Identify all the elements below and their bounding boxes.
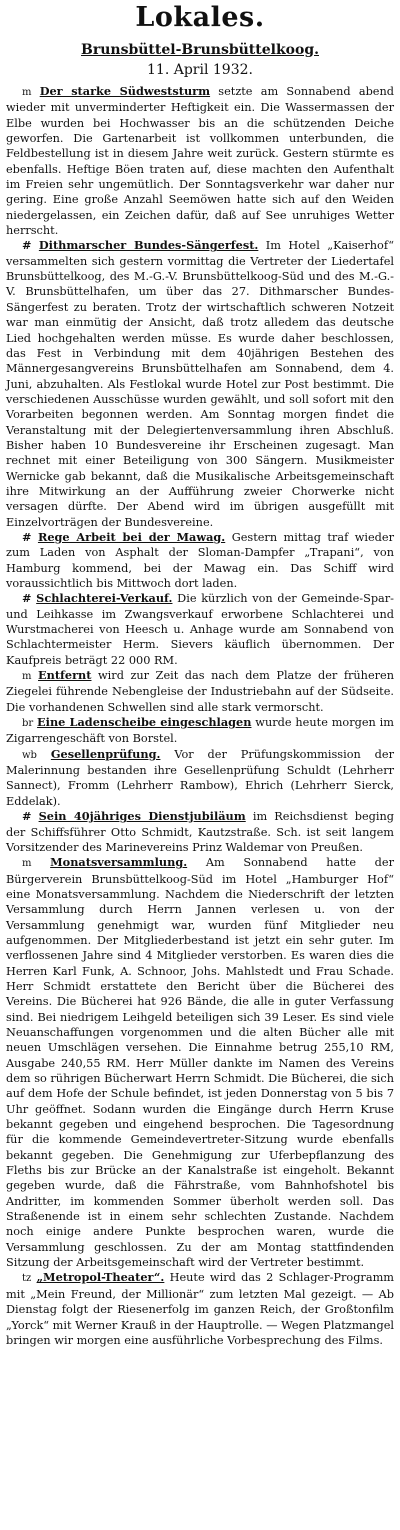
author-tag: # [22,238,32,253]
author-tag: tz [22,1273,32,1285]
author-tag: m [22,858,32,870]
author-tag: m [22,671,32,683]
article-body: setzte am Sonnabend abend wieder mit unverminderter Heftigkeit ein. Die Wassermassen der Elbe wurden bei Hochwasser bis an die schützenden Deiche geworfen. Die Gartenarbeit ist vollkommen unterbunden, die Feldbestellung ist in diesem Jahre weit zurück. Gestern stürmte es ebenfalls. Heftige Böen traten auf, diese machten den Aufenthalt im Freien sehr ungemütlich. Der Sonntagsverkehr war daher nur gering. Eine große Anzahl Seemöwen hatte sich auf den Weiden niedergelassen, ein Zeichen dafür, daß auf See unruhiges Wetter herrscht. [6,85,394,238]
article-ladenscheibe [6,715,394,747]
article-dienstjubilaeum [6,809,394,855]
article-headline: Der starke Südweststurm [39,84,211,98]
article-headline: Gesellenprüfung. [50,746,161,761]
article-mawag [6,530,394,591]
article-headline: Monatsversammlung. [50,855,188,870]
article-metropol-theater [6,1270,394,1348]
article-headline: Eine Ladenscheibe eingeschlagen [37,715,252,730]
location-subheading: Brunsbüttel-Brunsbüttelkoog. [81,42,319,58]
article-gesellenpruefung [6,747,394,809]
article-body: Vor der Prüfungskommission der Malerinnung bestanden ihre Gesellenprüfung Schuldt (Lehrherr Sannect), Fromm (Lehrherr Rambow), Ehrich (Lehrherr Sierck, Eddelak). [6,747,395,808]
newspaper-column [0,4,400,1530]
article-headline: Rege Arbeit bei der Mawag. [37,529,226,544]
article-sturm [6,84,394,238]
article-headline: „Metropol-Theater“. [36,1270,165,1285]
article-body: Am Sonnabend hatte der Bürgerverein Brunsbüttelkoog-Süd im Hotel „Hamburger Hof“ eine Monatsversammlung. Nachdem die Niederschrift der letzten Versammlung durch Herrn Jannen verlesen u. von der Versammlung genehmigt war, wurden fünf Mitglieder neu aufgenommen. Der Mitgliederbestand ist jetzt ein sehr guter. Im verflossenen Jahre sind 4 Mitglieder verstorben. Es waren dies die Herren Karl Funk, A. Schnoor, Johs. Mahlstedt und Frau Schade. Herr Schmidt erstattete den Bericht über die Bücherei des Vereins. Die Bücherei hat 926 Bände, die alle in guter Verfassung sind. Bei niedrigem Leihgeld beteiligen sich 39 Leser. Es sind viele Neuanschaffungen vorgenommen und die alten Bücher alle mit neuen Umschlägen versehen. Die Einnahme betrug 255,10 RM, Ausgabe 240,55 RM. Herr Müller dankte im Namen des Vereins dem so rührigen Bücherwart Herrn Schmidt. Die Bücherei, die sich auf dem Hofe der Schule befindet, ist jeden Donnerstag von 5 bis 7 Uhr geöffnet. Sodann wurden die Eingänge durch Herrn Kruse bekannt gegeben und eingehend besprochen. Die Tagesordnung für die kommende Gemeindevertreter-Sitzung wurde ebenfalls bekannt gegeben. Die Genehmigung zur Uferbepflanzung des Fleths bis zur Brücke an der Kanalstraße ist eingeholt. Bekannt gegeben wurde, daß die Fährstraße, vom Bahnhofshotel bis Andritter, im kommenden Sommer überholt werden soll. Das Straßenende ist in einem sehr schlechten Zustande. Nachdem noch einige andere Punkte besprochen waren, wurde die Versammlung geschlossen. Zu der am Montag stattfindenden Sitzung der Arbeitsgemeinschaft wird der Vertreter bestimmt. [6,856,395,1270]
section-title: Lokales. [135,2,265,33]
article-saengerfest [6,238,394,530]
article-monatsversammlung [6,855,394,1270]
author-tag: br [22,718,34,730]
author-tag: # [22,591,32,606]
article-headline: Dithmarscher Bundes-Sängerfest. [38,238,259,253]
article-body: wird zur Zeit das nach dem Platze der früheren Ziegelei führende Nebengleise der Industriebahn auf der Südseite. Die vorhandenen Schwellen sind alle stark vermorscht. [6,669,395,714]
article-body: Gestern mittag traf wieder zum Laden von Asphalt der Sloman-Dampfer „Trapani“, von Hamburg kommend, bei der Mawag ein. Das Schiff wird voraussichtlich bis Mittwoch dort laden. [6,530,394,590]
article-headline: Schlachterei-Verkauf. [36,591,173,606]
author-tag: # [22,529,32,544]
article-body: wurde heute morgen im Zigarrengeschäft von Borstel. [6,716,394,746]
article-body: Heute wird das 2 Schlager-Programm mit „Mein Freund, der Millionär“ zum letzten Mal gezeigt. — Ab Dienstag folgt der Riesenerfolg im ganzen Reich, der Großtonfilm „Yorck“ mit Werner Krauß in der Hauptrolle. — Wegen Platzmangel bringen wir morgen eine ausführliche Vorbesprechung des Films. [6,1271,394,1347]
author-tag: m [22,87,32,98]
dateline: 11. April 1932. [147,62,253,78]
article-schlachterei [6,591,394,668]
article-headline: Sein 40jähriges Dienstjubiläum [38,809,246,824]
article-nebengleise [6,668,394,715]
article-headline: Entfernt [38,668,92,683]
article-body: im Reichsdienst beging der Schiffsführer Otto Schmidt, Kautzstraße. Sch. ist seit langem Vorsitzender des Marinevereins Prinz Waldemar von Preußen. [6,810,395,854]
article-body: Im Hotel „Kaiserhof“ versammelten sich gestern vormittag die Vertreter der Liedertafel Brunsbüttelkoog, des M.-G.-V. Brunsbüttelkoog-Süd und des M.-G.-V. Brunsbüttelhafen, um über das 27. Dithmarscher Bundes-Sängerfest zu beraten. Trotz der wirtschaftlich schweren Notzeit war man einmütig der Ansicht, daß trotz alledem das deutsche Lied hochgehalten werden müsse. Es wurde daher beschlossen, das Fest in Verbindung mit dem 40jährigen Bestehen des Männergesangvereins Brunsbüttelhafen am Sonnabend, dem 4. Juni, abzuhalten. Als Festlokal wurde Hotel zur Post bestimmt. Die verschiedenen Ausschüsse wurden gewählt, und soll sofort mit den Vorarbeiten begonnen werden. Am Sonntag morgen findet die Veranstaltung mit der Delegiertenversammlung ihren Abschluß. Bisher haben 10 Bundesvereine ihr Erscheinen zugesagt. Man rechnet mit einer Beteiligung von 300 Sängern. Musikmeister Wernicke gab bekannt, daß die Musikalische Arbeitsgemeinschaft ihre Mitwirkung an der Aufführung zweier Chorwerke nicht versagen dürfte. Der Abend wird im übrigen ausgefüllt mit Einzelvorträgen der Bundesvereine. [6,239,394,529]
author-tag: wb [22,749,37,761]
author-tag: # [22,809,32,824]
article-body: Die kürzlich von der Gemeinde-Spar- und Leihkasse im Zwangsverkauf erworbene Schlachterei und Wurstmacherei von Heesch u. Anhage wurde am Sonnabend von Schlachtermeister Herm. Sievers käuflich übernommen. Der Kaufpreis beträgt 22 000 RM. [6,592,395,667]
